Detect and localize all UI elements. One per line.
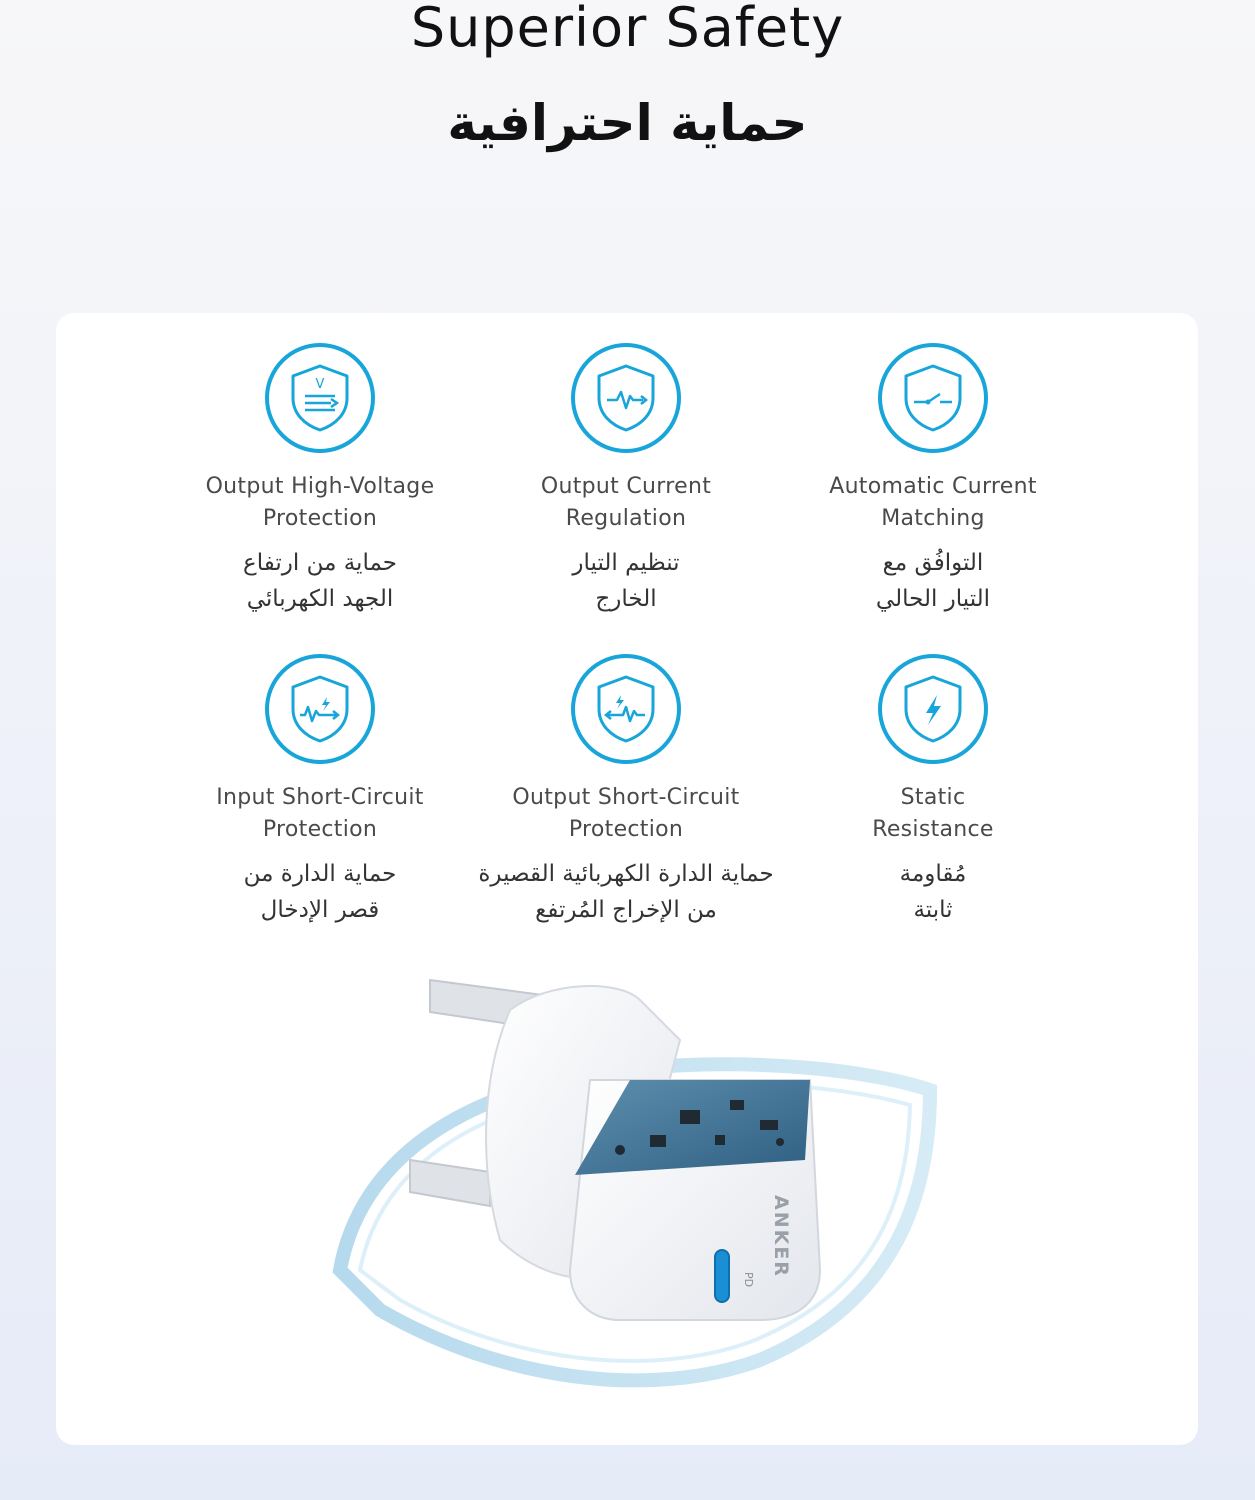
svg-text:V: V [315, 377, 325, 392]
feature-title-ar: التوافُق مع التيار الحالي [875, 550, 991, 612]
voltage-shield-icon [265, 343, 375, 453]
input-short-circuit-shield-icon [265, 654, 375, 764]
feature-title-en: Output Short-Circuit Protection [512, 785, 740, 842]
feature-title-ar: حماية الدارة من قصر الإدخال [243, 861, 397, 923]
page-title: Superior Safety [410, 0, 845, 59]
feature-title-ar: حماية الدارة الكهربائية القصيرة من الإخراج المُرتفع [478, 861, 774, 923]
brand-logo: ANKER [770, 1195, 792, 1278]
port-label: PD [742, 1272, 755, 1288]
current-shield-icon [571, 343, 681, 453]
feature-title-en: Output Current Regulation [540, 474, 712, 531]
feature-static-resistance [783, 654, 1083, 928]
page-title-arabic: حماية احترافية [447, 94, 808, 152]
feature-title-en: Automatic Current Matching [829, 474, 1037, 531]
feature-title-ar: مُقاومة ثابتة [899, 861, 967, 923]
output-short-circuit-shield-icon [571, 654, 681, 764]
feature-title-ar: حماية من ارتفاع الجهد الكهربائي [243, 550, 397, 612]
feature-title-ar: تنظيم التيار الخارج [572, 550, 680, 612]
feature-output-short-circuit [476, 654, 776, 928]
feature-input-short-circuit [170, 654, 470, 928]
feature-output-current-regulation [476, 343, 776, 617]
feature-automatic-current-matching [783, 343, 1083, 617]
feature-title-en: Input Short-Circuit Protection [216, 785, 424, 842]
charger-illustration [320, 970, 940, 1390]
lightning-shield-icon [878, 654, 988, 764]
feature-title-en: Static Resistance [872, 785, 994, 842]
switch-shield-icon [878, 343, 988, 453]
feature-title-en: Output High-Voltage Protection [205, 474, 435, 531]
feature-output-high-voltage [170, 343, 470, 617]
